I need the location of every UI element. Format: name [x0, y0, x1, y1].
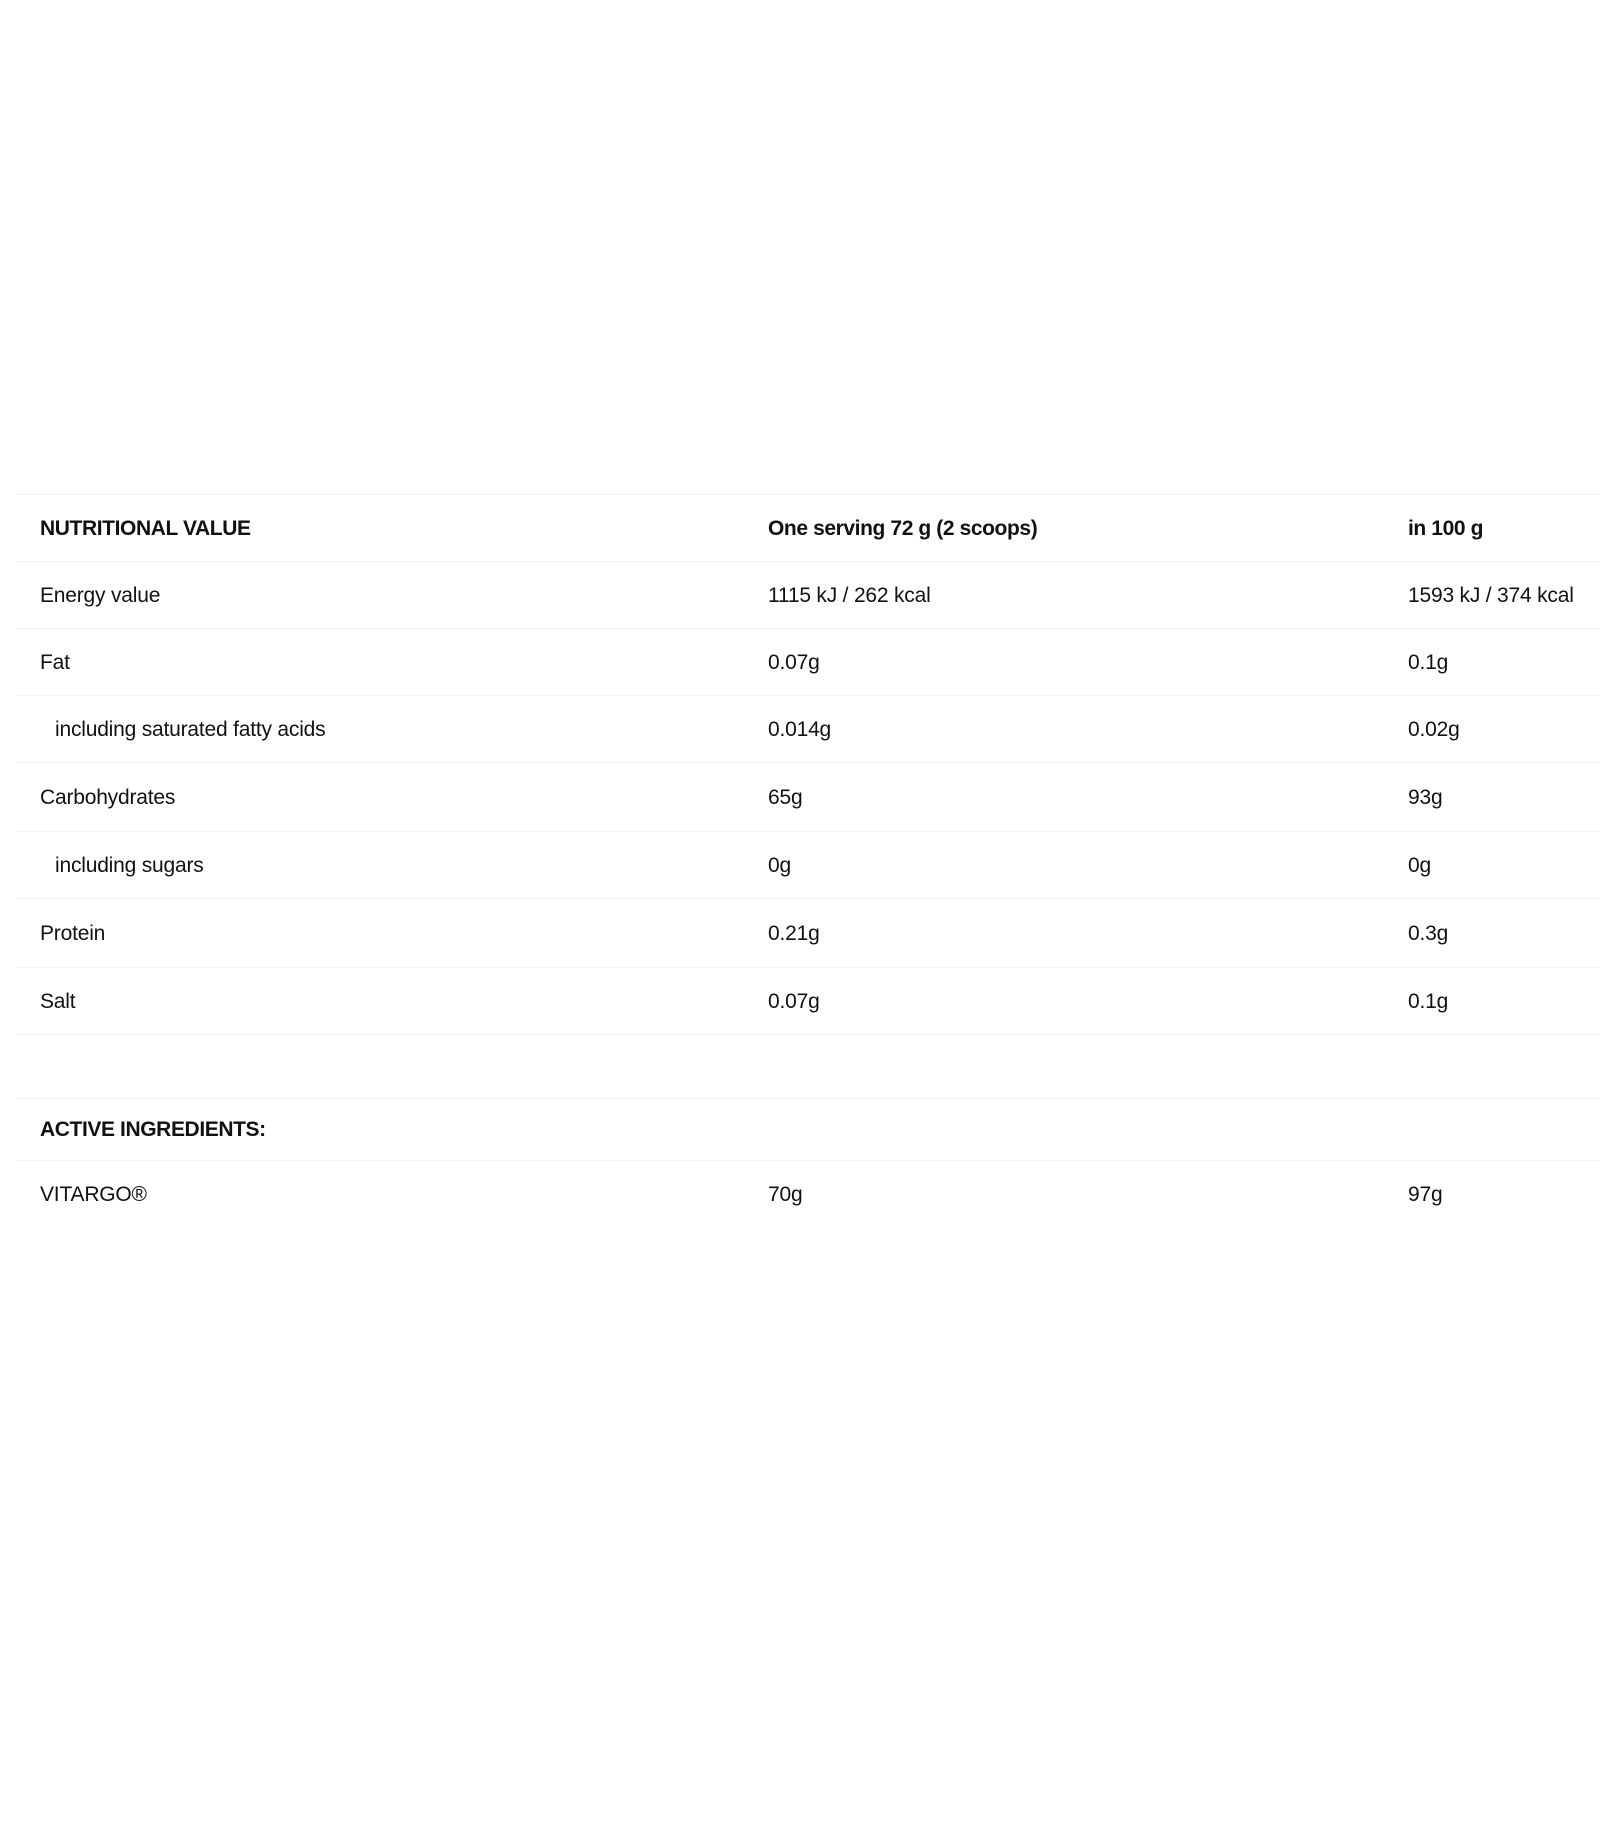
table-row-energy: [16, 562, 1600, 629]
table-row-fat: [16, 629, 1600, 696]
table-spacer-row: [16, 1035, 1600, 1099]
table-row-protein: [16, 899, 1600, 968]
row-per-100g: 0.02g: [1408, 718, 1460, 741]
table-row-salt: [16, 968, 1600, 1035]
row-per-100g: 93g: [1408, 786, 1443, 809]
table-row-sugars: [16, 832, 1600, 899]
row-per-100g: 0.1g: [1408, 651, 1449, 674]
header-per-serving: One serving 72 g (2 scoops): [768, 517, 1038, 540]
row-label: VITARGO®: [40, 1183, 147, 1206]
row-per-serving: 70g: [768, 1183, 803, 1206]
header-per-100g: in 100 g: [1408, 517, 1483, 540]
row-per-serving: 0.21g: [768, 922, 820, 945]
row-per-100g: 1593 kJ / 374 kcal: [1408, 584, 1574, 607]
header-nutritional-value: NUTRITIONAL VALUE: [40, 517, 251, 540]
row-per-100g: 97g: [1408, 1183, 1443, 1206]
table-row-saturated-fat: [16, 696, 1600, 763]
row-label: Protein: [40, 922, 106, 945]
row-label: Fat: [40, 651, 70, 674]
row-label: Salt: [40, 990, 76, 1013]
row-per-serving: 65g: [768, 786, 803, 809]
nutrition-table: [16, 494, 1600, 1228]
row-per-serving: 0.07g: [768, 651, 820, 674]
row-per-100g: 0.1g: [1408, 990, 1449, 1013]
row-per-serving: 0g: [768, 854, 791, 877]
table-row-vitargo: [16, 1161, 1600, 1228]
row-label: including sugars: [55, 854, 204, 877]
row-per-serving: 1115 kJ / 262 kcal: [768, 584, 931, 607]
row-per-100g: 0.3g: [1408, 922, 1449, 945]
row-per-serving: 0.014g: [768, 718, 832, 741]
row-label: Carbohydrates: [40, 786, 176, 809]
table-header-row: [16, 495, 1600, 562]
row-per-100g: 0g: [1408, 854, 1431, 877]
row-per-serving: 0.07g: [768, 990, 820, 1013]
table-row-carbohydrates: [16, 763, 1600, 832]
active-ingredients-heading-row: [16, 1099, 1600, 1161]
row-label: including saturated fatty acids: [55, 718, 326, 741]
active-ingredients-title: ACTIVE INGREDIENTS:: [40, 1118, 266, 1141]
row-label: Energy value: [40, 584, 161, 607]
